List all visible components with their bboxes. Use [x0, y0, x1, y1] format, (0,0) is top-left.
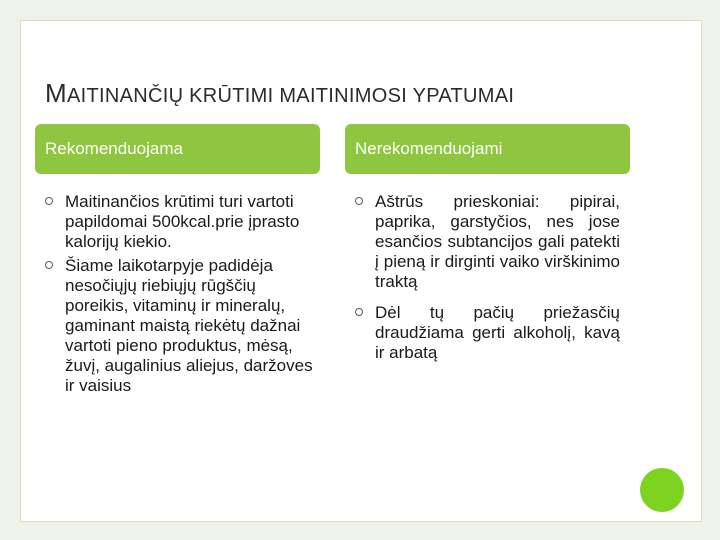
list-item: [45, 192, 315, 252]
column-header-recommended: [35, 124, 320, 174]
slide-title: [45, 78, 514, 109]
bullet-icon: [45, 197, 53, 205]
decorative-circle: [640, 468, 684, 512]
list-item-text: Maitinančios krūtimi turi vartoti papildomai 500kcal.prie įprasto kalorijų kiekio.: [65, 192, 300, 251]
list-item-text: Šiame laikotarpyje padidėja nesočiųjų riebiųjų rūgščių poreikis, vitaminų ir mineralų, gaminant maistą riekėtų dažnai vartoti pieno produktus, mėsą, žuvį, augalinius aliejus, daržoves ir vaisius: [65, 256, 313, 395]
list-item: [355, 192, 620, 292]
list-item: [45, 256, 315, 396]
list-item-text: Dėl tų pačių priežasčių draudžiama gerti alkoholį, kavą ir arbatą: [375, 303, 620, 362]
title-initial: M: [45, 78, 67, 108]
recommended-list: [45, 192, 315, 400]
column-header-not-recommended: [345, 124, 630, 174]
title-rest: AITINANČIŲ KRŪTIMI MAITINIMOSI YPATUMAI: [66, 85, 515, 107]
column-header-label: Rekomenduojama: [45, 139, 183, 158]
bullet-icon: [355, 308, 363, 316]
column-header-label: Nerekomenduojami: [355, 139, 503, 158]
list-item: [355, 303, 620, 363]
bullet-icon: [45, 261, 53, 269]
list-item-text: Aštrūs prieskoniai: pipirai, paprika, garstyčios, nes jose esančios subtancijos gali patekti į pieną ir dirginti vaiko virškinimo traktą: [375, 192, 620, 291]
bullet-icon: [355, 197, 363, 205]
not-recommended-list: [355, 192, 620, 374]
